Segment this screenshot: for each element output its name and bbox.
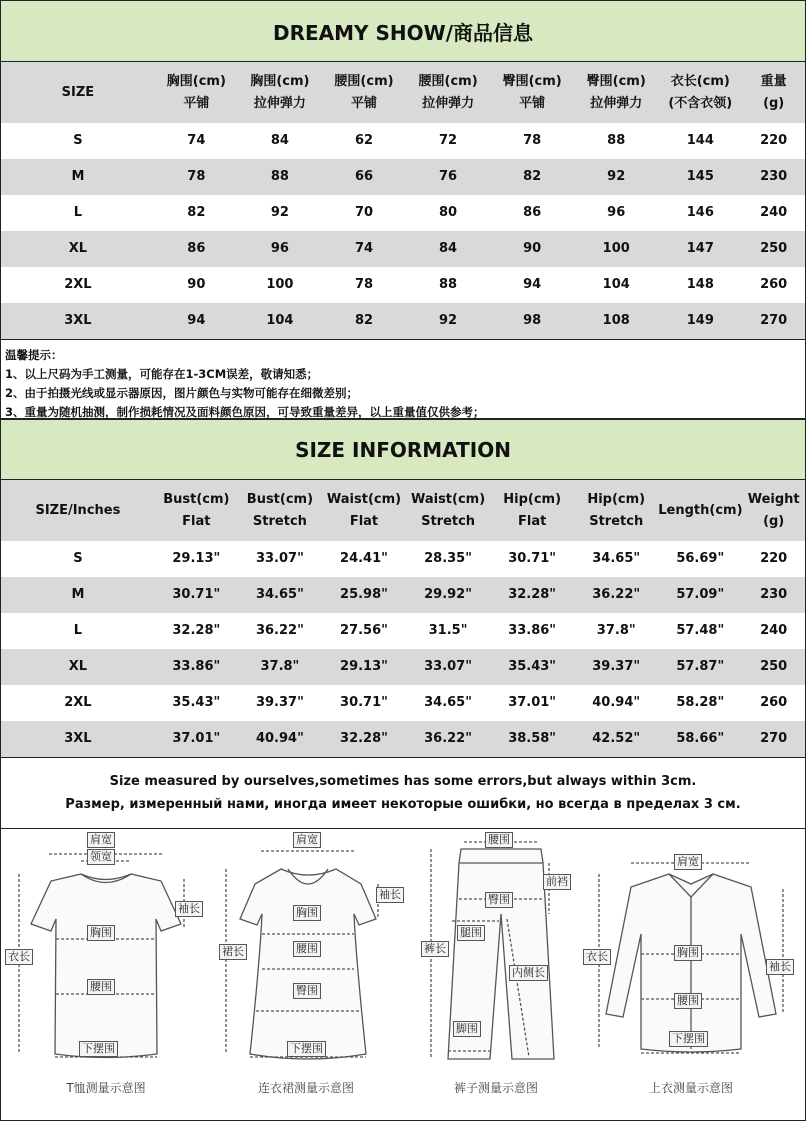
table-cell: 40.94" [592, 695, 641, 710]
table-cell: 230 [742, 577, 805, 613]
table-cell: 220 [760, 551, 788, 566]
table-cell: 39.37" [574, 649, 658, 685]
column-header-sublabel: Stretch [421, 513, 476, 529]
table-cell: 88 [439, 277, 458, 292]
notes-section-cn [1, 340, 805, 419]
table-cell: 92 [574, 159, 658, 195]
table-cell: 240 [760, 623, 788, 638]
column-header-label: 重量 [760, 73, 787, 89]
size-table-cn [1, 62, 805, 340]
label-shoulder: 肩宽 [87, 832, 115, 848]
column-header [658, 480, 742, 541]
column-header-sublabel: (g) [763, 513, 785, 529]
note-item: 2、由于拍摄光线或显示器原因，图片颜色与实物可能存在细微差别； [5, 386, 358, 400]
note-item: 1、以上尺码为手工测量，可能存在1-3CM误差，敬请知悉； [5, 367, 319, 381]
table-cell: 78 [354, 277, 374, 292]
column-header [490, 480, 574, 541]
label-hem: 下摆围 [79, 1041, 118, 1057]
page-title-en: SIZE INFORMATION [295, 437, 511, 462]
label-chest: 胸围 [293, 905, 321, 921]
label-waist: 腰围 [293, 941, 321, 957]
table-cell: 96 [238, 231, 322, 267]
size-label-cell: M [1, 577, 155, 613]
label-neck: 领宽 [87, 849, 115, 865]
table-cell: 28.35" [424, 551, 473, 566]
table-cell: 90 [187, 277, 206, 292]
table-cell: 108 [574, 303, 658, 340]
title-banner-en [1, 419, 805, 480]
label-waist: 腰围 [87, 979, 115, 995]
label-leg-opening: 脚围 [453, 1021, 481, 1037]
table-cell: 74 [187, 133, 206, 148]
table-cell: 66 [322, 159, 406, 195]
size-label-cell: 2XL [64, 695, 92, 710]
column-header-label: 臀围(cm) [586, 73, 646, 89]
column-header [322, 62, 406, 123]
table-row [1, 613, 805, 649]
table-cell: 72 [439, 133, 458, 148]
column-header-label: 腰围(cm) [334, 73, 394, 89]
column-header [658, 62, 742, 123]
notes-title: 温馨提示： [5, 348, 63, 362]
column-header-sublabel: Flat [517, 513, 547, 529]
table-cell: 39.37" [255, 695, 304, 710]
table-cell: 260 [760, 277, 788, 292]
size-table-en [1, 480, 805, 758]
column-header-label: Waist(cm) [410, 491, 486, 507]
table-cell: 98 [490, 303, 574, 340]
size-label-cell: L [73, 205, 83, 220]
table-row [1, 195, 805, 231]
table-cell: 145 [658, 159, 742, 195]
table-cell: 30.71" [508, 551, 557, 566]
column-header-label: 臀围(cm) [502, 73, 562, 89]
column-header-label: Bust(cm) [246, 491, 314, 507]
column-header [406, 480, 490, 541]
label-waist: 腰围 [485, 832, 513, 848]
table-cell: 37.01" [155, 721, 238, 758]
table-cell: 260 [760, 695, 788, 710]
table-row [1, 541, 805, 577]
label-hip: 臀围 [485, 892, 513, 908]
table-row [1, 267, 805, 303]
column-header-sublabel: 拉伸弹力 [253, 95, 306, 111]
label-sleeve: 袖长 [175, 901, 203, 917]
table-cell: 42.52" [574, 721, 658, 758]
label-inseam: 内侧长 [509, 965, 548, 981]
column-header [1, 480, 155, 541]
column-header-label: Waist(cm) [326, 491, 402, 507]
column-header-label: Hip(cm) [587, 491, 646, 507]
measurement-note-ru: Размер, измеренный нами, иногда имеет некоторые ошибки, но всегда в пределах 3 см. [65, 797, 741, 812]
column-header [155, 480, 238, 541]
column-header-sublabel: 平铺 [519, 95, 546, 111]
table-row [1, 123, 805, 159]
column-header-sublabel: 平铺 [183, 95, 210, 111]
table-header-row [1, 480, 805, 541]
table-cell: 40.94" [238, 721, 322, 758]
table-cell: 230 [742, 159, 805, 195]
table-cell: 250 [742, 231, 805, 267]
label-hem: 下摆围 [287, 1041, 326, 1057]
title-banner-cn [1, 1, 805, 62]
table-cell: 33.07" [406, 649, 490, 685]
pants-caption: 裤子测量示意图 [453, 1081, 538, 1095]
table-cell: 240 [760, 205, 788, 220]
table-cell: 100 [574, 231, 658, 267]
table-cell: 33.07" [255, 551, 304, 566]
label-chest: 胸围 [674, 945, 702, 961]
column-header [574, 480, 658, 541]
table-row [1, 231, 805, 267]
table-cell: 84 [406, 231, 490, 267]
table-cell: 34.65" [238, 577, 322, 613]
table-cell: 100 [266, 277, 294, 292]
table-row [1, 685, 805, 721]
label-shoulder: 肩宽 [293, 832, 321, 848]
tshirt-caption: T恤测量示意图 [66, 1081, 146, 1095]
column-header [742, 480, 805, 541]
table-cell: 90 [490, 231, 574, 267]
table-cell: 74 [322, 231, 406, 267]
table-cell: 32.28" [172, 623, 221, 638]
column-header-label: Bust(cm) [163, 491, 230, 507]
table-cell: 35.43" [172, 695, 221, 710]
table-cell: 29.13" [172, 551, 221, 566]
column-header-label: Hip(cm) [503, 491, 562, 507]
column-header-sublabel: (不含衣领) [668, 95, 733, 111]
table-cell: 37.01" [508, 695, 557, 710]
table-cell: 30.71" [340, 695, 388, 710]
table-cell: 76 [406, 159, 490, 195]
table-header-row [1, 62, 805, 123]
column-header-sublabel: 拉伸弹力 [590, 95, 643, 111]
table-cell: 94 [155, 303, 238, 340]
label-thigh: 腿围 [457, 925, 485, 941]
size-label-cell: 3XL [1, 721, 155, 758]
table-cell: 34.65" [424, 695, 473, 710]
column-header-label: 腰围(cm) [418, 73, 478, 89]
column-header-sublabel: Flat [349, 513, 379, 529]
page-title-cn: DREAMY SHOW/商品信息 [273, 20, 533, 45]
size-label-cell: 3XL [1, 303, 155, 340]
table-cell: 92 [270, 205, 289, 220]
table-row [1, 159, 805, 195]
column-header-sublabel: 平铺 [350, 95, 377, 111]
table-cell: 78 [155, 159, 238, 195]
table-cell: 57.87" [658, 649, 742, 685]
table-row [1, 577, 805, 613]
table-cell: 84 [270, 133, 289, 148]
table-cell: 35.43" [490, 649, 574, 685]
column-header [155, 62, 238, 123]
table-cell: 33.86" [155, 649, 238, 685]
label-length: 衣长 [583, 949, 611, 965]
column-header-label: SIZE/Inches [35, 502, 121, 518]
table-cell: 104 [238, 303, 322, 340]
table-cell: 25.98" [322, 577, 406, 613]
label-waist: 腰围 [674, 993, 702, 1009]
column-header [490, 62, 574, 123]
shirt-caption: 上衣测量示意图 [648, 1081, 733, 1095]
table-cell: 70 [354, 205, 374, 220]
table-row [1, 649, 805, 685]
column-header [238, 62, 322, 123]
table-cell: 147 [658, 231, 742, 267]
column-header-label: 衣长(cm) [670, 73, 730, 89]
note-item: 3、重量为随机抽测，制作损耗情况及面料颜色原因，可导致重量差异，以上重量值仅供参考； [5, 405, 485, 419]
label-shoulder: 肩宽 [674, 854, 702, 870]
label-sleeve: 袖长 [766, 959, 794, 975]
table-cell: 24.41" [340, 551, 388, 566]
table-cell: 92 [406, 303, 490, 340]
table-cell: 146 [686, 205, 714, 220]
size-label-cell: S [73, 551, 83, 566]
size-label-cell: 2XL [64, 277, 92, 292]
table-cell: 149 [658, 303, 742, 340]
table-cell: 29.13" [322, 649, 406, 685]
table-cell: 34.65" [592, 551, 641, 566]
measurement-diagrams [1, 829, 805, 1111]
table-cell: 58.28" [676, 695, 725, 710]
table-cell: 82 [322, 303, 406, 340]
table-cell: 32.28" [322, 721, 406, 758]
table-cell: 36.22" [574, 577, 658, 613]
table-cell: 220 [760, 133, 788, 148]
table-cell: 82 [187, 205, 206, 220]
table-cell: 36.22" [255, 623, 304, 638]
table-cell: 57.09" [658, 577, 742, 613]
column-header-label: Weight [747, 491, 800, 507]
table-cell: 30.71" [155, 577, 238, 613]
table-cell: 86 [155, 231, 238, 267]
table-cell: 94 [523, 277, 542, 292]
table-cell: 56.69" [676, 551, 725, 566]
measurement-note [1, 758, 805, 829]
table-cell: 38.58" [490, 721, 574, 758]
table-cell: 270 [742, 721, 805, 758]
table-cell: 37.8" [238, 649, 322, 685]
table-cell: 88 [238, 159, 322, 195]
size-label-cell: S [73, 133, 83, 148]
tshirt-diagram [11, 839, 201, 1069]
column-header-sublabel: Stretch [589, 513, 644, 529]
size-label-cell: M [1, 159, 155, 195]
size-label-cell: XL [1, 649, 155, 685]
measurement-note-en: Size measured by ourselves,sometimes has some errors,but always within 3cm. [109, 774, 697, 789]
column-header-sublabel: 拉伸弹力 [422, 95, 475, 111]
column-header-sublabel: Flat [182, 513, 211, 529]
label-skirt-length: 裙长 [219, 944, 247, 960]
table-cell: 29.92" [406, 577, 490, 613]
table-cell: 88 [607, 133, 626, 148]
table-cell: 148 [686, 277, 714, 292]
label-hip: 臀围 [293, 983, 321, 999]
table-cell: 62 [354, 133, 374, 148]
label-hem: 下摆围 [669, 1031, 708, 1047]
column-header [1, 62, 155, 123]
label-length: 衣长 [5, 949, 33, 965]
label-pants-length: 裤长 [421, 941, 449, 957]
column-header [322, 480, 406, 541]
label-sleeve: 袖长 [376, 887, 404, 903]
column-header-sublabel: Stretch [252, 513, 307, 529]
column-header-label: SIZE [61, 84, 95, 100]
table-cell: 57.48" [676, 623, 725, 638]
table-cell: 58.66" [658, 721, 742, 758]
label-front-rise: 前裆 [543, 874, 571, 890]
dress-caption: 连衣裙测量示意图 [257, 1081, 354, 1095]
table-cell: 37.8" [596, 623, 636, 638]
column-header [574, 62, 658, 123]
table-cell: 250 [742, 649, 805, 685]
table-row [1, 303, 805, 340]
table-cell: 144 [686, 133, 714, 148]
table-cell: 33.86" [508, 623, 557, 638]
table-cell: 80 [439, 205, 458, 220]
column-header-label: 胸围(cm) [166, 73, 226, 89]
table-cell: 104 [602, 277, 630, 292]
column-header [742, 62, 805, 123]
table-cell: 78 [523, 133, 542, 148]
size-label-cell: L [73, 623, 83, 638]
table-cell: 36.22" [406, 721, 490, 758]
table-cell: 32.28" [490, 577, 574, 613]
table-cell: 82 [490, 159, 574, 195]
column-header-label: 胸围(cm) [250, 73, 310, 89]
label-chest: 胸围 [87, 925, 115, 941]
table-cell: 86 [523, 205, 542, 220]
column-header-sublabel: (g) [763, 95, 785, 111]
table-cell: 31.5" [428, 623, 468, 638]
size-label-cell: XL [1, 231, 155, 267]
column-header [238, 480, 322, 541]
column-header-label: Length(cm) [658, 502, 743, 518]
table-cell: 27.56" [340, 623, 388, 638]
table-cell: 96 [607, 205, 626, 220]
table-row [1, 721, 805, 758]
table-cell: 270 [742, 303, 805, 340]
column-header [406, 62, 490, 123]
